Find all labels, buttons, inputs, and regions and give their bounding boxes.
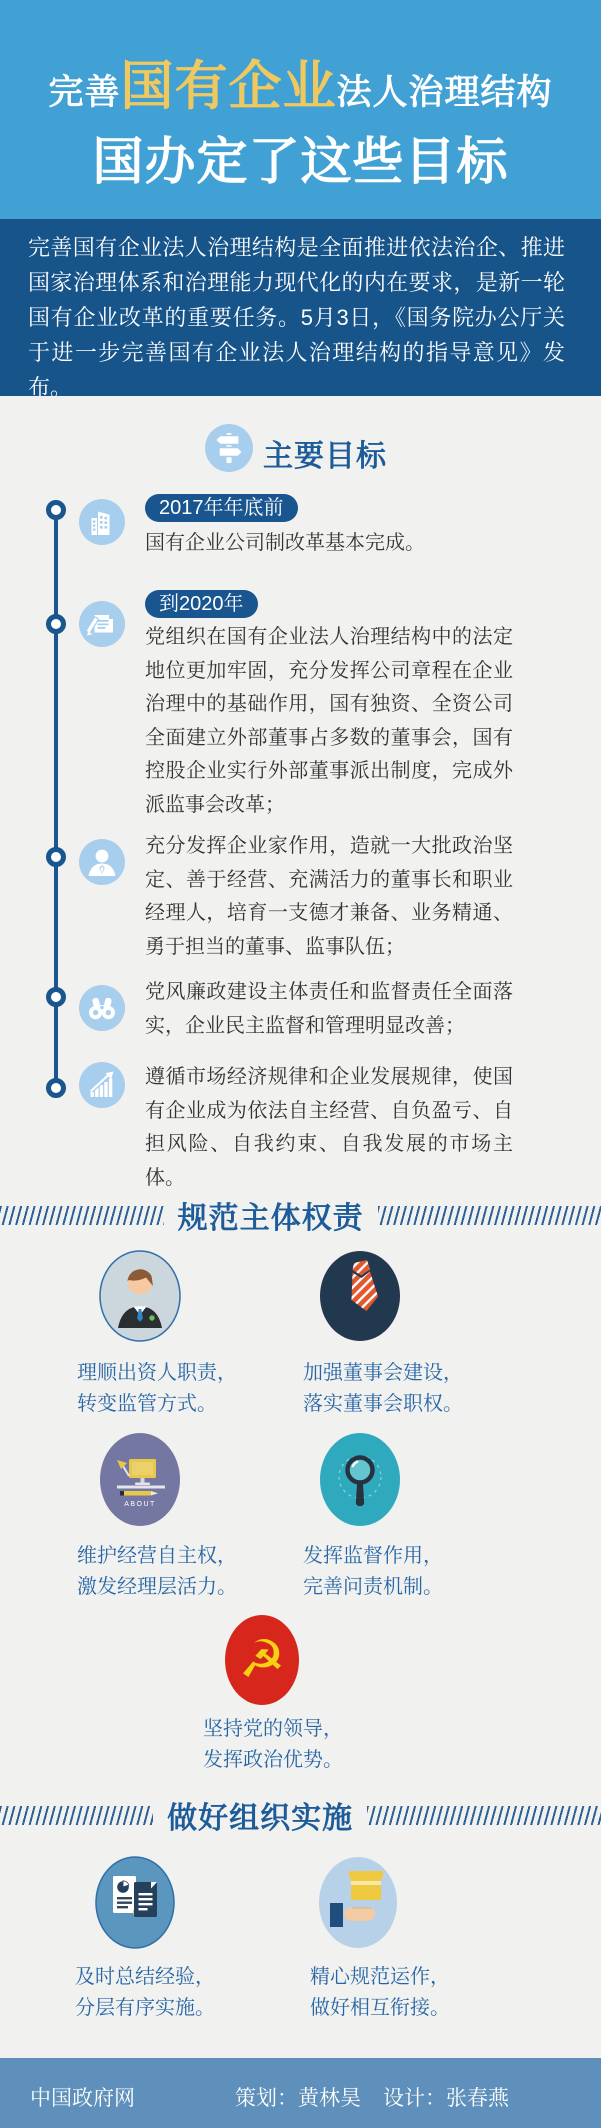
implementation-caption (310, 1962, 450, 2024)
timeline-text: 遵循市场经济规律和企业发展规律，使国有企业成为依法自主经营、自负盈亏、自担风险、自我约束、自我发展的市场主体。 (145, 1066, 513, 1189)
intro-panel (0, 219, 601, 400)
caption-line: 做好相互衔接。 (310, 1997, 450, 2019)
party-emblem-icon (224, 1614, 300, 1711)
intro-text: 完善国有企业法人治理结构是全面推进依法治企、推进国家治理体系和治理能力现代化的内在要求，是新一轮国有企业改革的重要任务。5月3日，《国务院办公厅关于进一步完善国有企业法人治理结构的指导意见》发布。 (28, 235, 565, 400)
caption-line: 落实董事会职权。 (303, 1393, 463, 1415)
credit-planner: 策划：黄林昊 (235, 2087, 361, 2110)
duty-caption (77, 1541, 237, 1603)
timeline-node (46, 847, 66, 867)
timeline-text: 充分发挥企业家作用，造就一大批政治坚定、善于经营、充满活力的董事长和职业经理人，培育一支德才兼备、业务精通、勇于担当的董事、监事队伍； (145, 835, 513, 958)
building-icon (79, 499, 125, 545)
document-pen-icon (79, 601, 125, 647)
timeline-node (46, 614, 66, 634)
businessman-icon (99, 1250, 181, 1347)
caption-line: 精心规范运作， (310, 1966, 450, 1988)
timeline-text: 党风廉政建设主体责任和监督责任全面落实，企业民主监督和管理明显改善； (145, 981, 513, 1037)
caption-line: 发挥政治优势。 (203, 1749, 343, 1771)
desk-icon-label: ABOUT (124, 1501, 156, 1508)
caption-line: 转变监管方式。 (77, 1393, 217, 1415)
goals-heading: 主要目标 (263, 440, 387, 473)
site-name: 中国政府网 (30, 2087, 135, 2110)
stripe-decoration (378, 1206, 601, 1225)
stripe-decoration (367, 1806, 601, 1825)
caption-line: 分层有序实施。 (75, 1997, 215, 2019)
section-title-row (0, 1796, 601, 1834)
title-suffix: 法人治理结构 (336, 73, 553, 112)
signpost-icon (205, 424, 253, 472)
caption-line: 及时总结经验， (75, 1966, 215, 1988)
hand-box-icon (318, 1856, 398, 1954)
footer-bar (0, 2058, 601, 2128)
caption-line: 理顺出资人职责， (77, 1362, 237, 1384)
caption-line: 加强董事会建设， (303, 1362, 463, 1384)
timeline-node (46, 987, 66, 1007)
caption-line: 维护经营自主权， (77, 1545, 237, 1567)
title-prefix: 完善 (48, 73, 121, 112)
timeline-node (46, 500, 66, 520)
caption-line: 激发经理层活力。 (77, 1576, 237, 1598)
office-desk-icon (99, 1432, 181, 1532)
caption-line: 发挥监督作用， (303, 1545, 443, 1567)
credit-designer: 设计：张春燕 (383, 2087, 509, 2110)
main-title-line2: 国办定了这些目标 (92, 133, 509, 190)
person-icon (79, 839, 125, 885)
timeline-badge: 2017年年底前 (145, 494, 298, 522)
duty-caption (77, 1358, 237, 1420)
duty-caption (203, 1714, 343, 1776)
title-highlight: 国有企业 (120, 57, 337, 116)
hammer-sickle-glyph: ☭ (238, 1630, 286, 1690)
necktie-icon (319, 1250, 401, 1347)
section-title-row (0, 1196, 601, 1234)
duties-heading: 规范主体权责 (177, 1202, 364, 1235)
timeline-node (46, 1078, 66, 1098)
caption-line: 完善问责机制。 (303, 1576, 443, 1598)
binoculars-icon (79, 985, 125, 1031)
implementation-caption (75, 1962, 215, 2024)
growth-chart-icon (79, 1062, 125, 1108)
header-banner (0, 0, 601, 219)
credits (235, 2082, 509, 2112)
magnifier-icon (319, 1432, 401, 1532)
duty-caption (303, 1541, 443, 1603)
implementation-heading: 做好组织实施 (167, 1802, 354, 1835)
documents-icon (95, 1856, 175, 1954)
timeline-badge: 到2020年 (145, 590, 258, 618)
caption-line: 坚持党的领导， (203, 1718, 343, 1740)
timeline-text: 国有企业公司制改革基本完成。 (145, 532, 425, 554)
duty-caption (303, 1358, 463, 1420)
main-title-line1 (0, 0, 601, 120)
timeline-text: 党组织在国有企业法人治理结构中的法定地位更加牢固，充分发挥公司章程在企业治理中的基础作用，国有独资、全资公司全面建立外部董事占多数的董事会，国有控股企业实行外部董事派出制度，完成外派监事会改革； (145, 626, 513, 816)
stripe-decoration (0, 1206, 164, 1225)
stripe-decoration (0, 1806, 153, 1825)
